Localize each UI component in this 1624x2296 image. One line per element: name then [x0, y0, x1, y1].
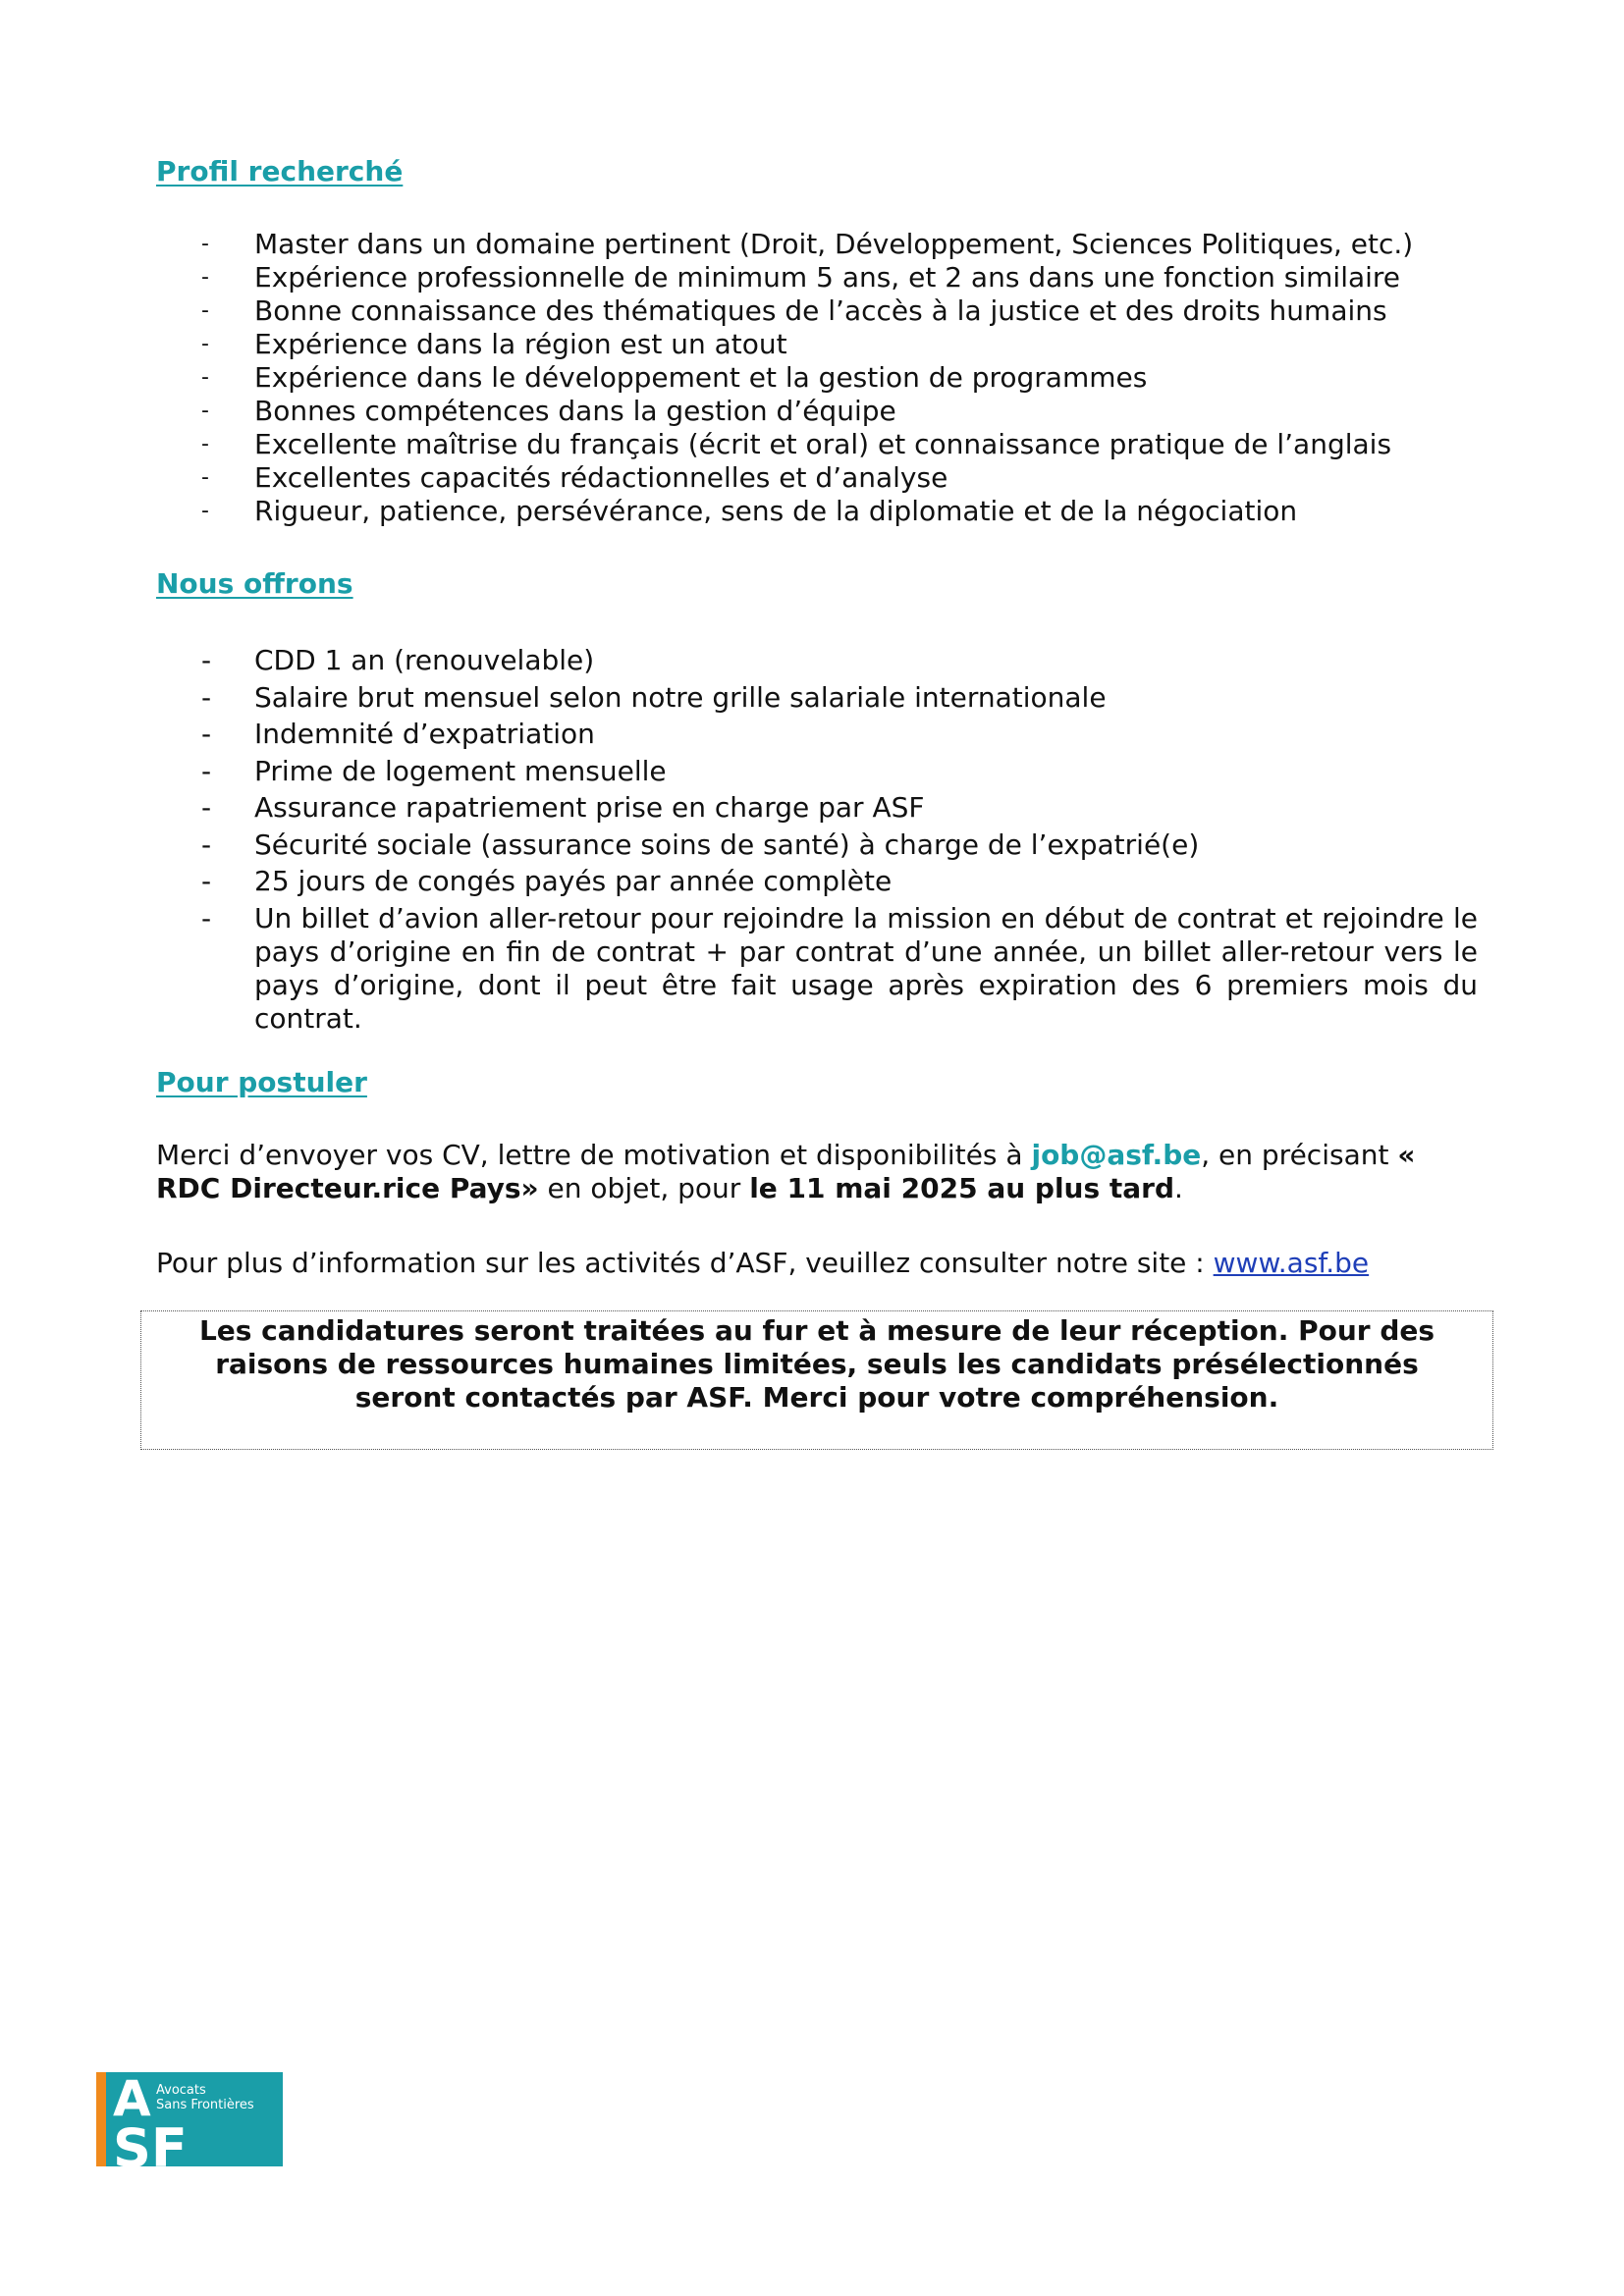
section-heading-profil: Profil recherché: [156, 155, 404, 187]
email-link[interactable]: job@asf.be: [1031, 1139, 1202, 1171]
list-dash: -: [201, 265, 209, 290]
application-instructions: Merci d’envoyer vos CV, lettre de motivation et disponibilités à job@asf.be, en précisant « RDC Directeur.rice Pays» en objet, pour le 11 mai 2025 au plus tard.: [156, 1139, 1416, 1204]
list-item: - Expérience dans la région est un atout: [201, 328, 787, 360]
more-info-text: Pour plus d’information sur les activités d’ASF, veuillez consulter notre site : www.asf.be: [156, 1247, 1370, 1279]
list-item: - Expérience professionnelle de minimum 5 ans, et 2 ans dans une fonction similaire: [201, 261, 1401, 294]
list-item: - Excellente maîtrise du français (écrit et oral) et connaissance pratique de l’anglais: [201, 428, 1392, 460]
list-dash: -: [201, 332, 209, 356]
list-item: - Assurance rapatriement prise en charge par ASF: [201, 791, 925, 824]
email-subject: « RDC Directeur.rice Pays»: [156, 1139, 1416, 1204]
offre-list: [0, 644, 1478, 1036]
list-dash: -: [201, 644, 212, 676]
list-item: - Bonnes compétences dans la gestion d’équipe: [201, 395, 896, 427]
logo-letters-sf: SF: [113, 2117, 188, 2166]
list-dash: -: [201, 399, 209, 423]
deadline: le 11 mai 2025 au plus tard: [749, 1172, 1175, 1204]
list-item: - Un billet d’avion aller-retour pour rejoindre la mission en début de contrat et rejoindre le pays d’origine en fin de contrat + par contrat d’une année, un billet aller-retour vers le pays d’origine, dont il peut être fait usage après expiration des 6 premiers mois du contrat.: [201, 901, 1478, 1035]
list-item: - Indemnité d’expatriation: [201, 718, 595, 750]
list-item: - CDD 1 an (renouvelable): [201, 644, 595, 676]
list-dash: -: [201, 432, 209, 456]
list-dash: -: [201, 298, 209, 323]
list-dash: -: [201, 680, 212, 714]
list-item: - Rigueur, patience, persévérance, sens de la diplomatie et de la négociation: [201, 495, 1298, 527]
list-dash: -: [201, 465, 209, 490]
list-dash: -: [201, 901, 212, 934]
list-dash: -: [201, 499, 209, 523]
list-item: - Salaire brut mensuel selon notre grille salariale internationale: [201, 680, 1107, 714]
notice-box: [140, 1310, 1493, 1450]
list-item: - Bonne connaissance des thématiques de l’accès à la justice et des droits humains: [201, 294, 1387, 327]
notice-text: Les candidatures seront traitées au fur et à mesure de leur réception. Pour des raisons de ressources humaines limitées, seuls les candidats présélectionnés seront contactés par ASF. Merci pour votre compréhension.: [198, 1314, 1435, 1414]
section-heading-offre: Nous offrons: [156, 567, 353, 600]
list-dash: -: [201, 791, 212, 824]
asf-logo: [96, 2072, 283, 2166]
list-dash: -: [201, 865, 212, 897]
list-item: - Prime de logement mensuelle: [201, 754, 667, 787]
logo-text-avocats: Avocats: [156, 2083, 206, 2098]
list-dash: -: [201, 365, 209, 390]
list-dash: -: [201, 828, 212, 861]
list-dash: -: [201, 232, 209, 256]
list-item: - Sécurité sociale (assurance soins de santé) à charge de l’expatrié(e): [201, 828, 1200, 861]
website-link[interactable]: www.asf.be: [1213, 1247, 1370, 1279]
logo-text-sans-frontieres: Sans Frontières: [156, 2098, 254, 2112]
asf-logo-graphic: [96, 2072, 283, 2166]
list-item: - Excellentes capacités rédactionnelles et d’analyse: [201, 461, 948, 494]
logo-orange-bar: [96, 2072, 106, 2166]
list-dash: -: [201, 718, 212, 750]
logo-letter-a: A: [113, 2072, 151, 2127]
profil-list: [0, 228, 1478, 528]
list-item: - Master dans un domaine pertinent (Droit, Développement, Sciences Politiques, etc.): [201, 228, 1414, 260]
list-item: - Expérience dans le développement et la gestion de programmes: [201, 361, 1148, 394]
list-item: - 25 jours de congés payés par année complète: [201, 865, 893, 897]
section-heading-postuler: Pour postuler: [156, 1066, 367, 1098]
list-dash: -: [201, 754, 212, 787]
